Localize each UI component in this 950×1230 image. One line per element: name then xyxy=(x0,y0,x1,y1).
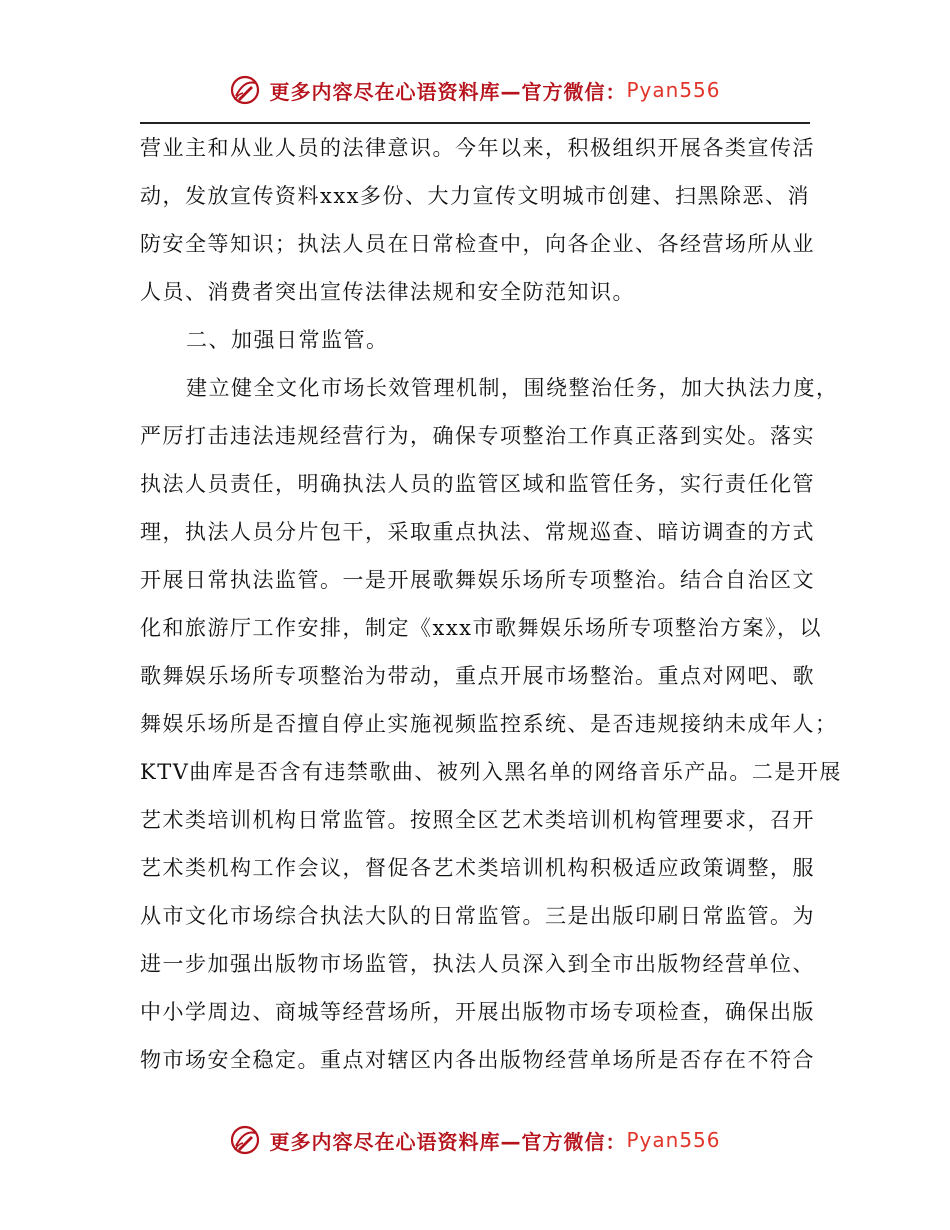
text-line: 防安全等知识；执法人员在日常检查中，向各企业、各经营场所从业 xyxy=(140,232,815,256)
text-line: 动，发放宣传资料xxx多份、大力宣传文明城市创建、扫黑除恶、消 xyxy=(140,184,811,208)
banner-prefix-text: 更多内容尽在心语资料库—官方微信： xyxy=(269,1129,627,1154)
pen-logo-icon xyxy=(229,1124,261,1156)
banner-handle-text: Pyan556 xyxy=(626,1128,721,1152)
text-line: 执法人员责任，明确执法人员的监管区域和监管任务，实行责任化管 xyxy=(140,472,815,496)
text-line: 从市文化市场综合执法大队的日常监管。三是出版印刷日常监管。为 xyxy=(140,904,815,928)
text-line: 建立健全文化市场长效管理机制，围绕整治任务，加大执法力度， xyxy=(186,376,839,400)
text-line: 中小学周边、商城等经营场所，开展出版物市场专项检查，确保出版 xyxy=(140,1000,815,1024)
text-line: 艺术类机构工作会议，督促各艺术类培训机构积极适应政策调整，服 xyxy=(140,856,815,880)
text-line: KTV曲库是否含有违禁歌曲、被列入黑名单的网络音乐产品。二是开展 xyxy=(140,760,842,784)
banner-handle-text: Pyan556 xyxy=(626,78,721,102)
document-body xyxy=(140,124,842,1084)
text-line: 理，执法人员分片包干，采取重点执法、常规巡查、暗访调查的方式 xyxy=(140,520,815,544)
pen-logo-icon xyxy=(229,74,261,106)
text-line: 艺术类培训机构日常监管。按照全区艺术类培训机构管理要求，召开 xyxy=(140,808,815,832)
text-line: 营业主和从业人员的法律意识。今年以来，积极组织开展各类宣传活 xyxy=(140,136,815,160)
header-banner xyxy=(0,70,950,110)
footer-banner xyxy=(0,1120,950,1160)
banner-prefix-text: 更多内容尽在心语资料库—官方微信： xyxy=(269,79,627,104)
text-line: 舞娱乐场所是否擅自停止实施视频监控系统、是否违规接纳未成年人； xyxy=(140,712,838,736)
section-heading: 二、加强日常监管。 xyxy=(186,328,389,352)
text-line: 严厉打击违法违规经营行为，确保专项整治工作真正落到实处。落实 xyxy=(140,424,815,448)
text-line: 进一步加强出版物市场监管，执法人员深入到全市出版物经营单位、 xyxy=(140,952,815,976)
text-line: 歌舞娱乐场所专项整治为带动，重点开展市场整治。重点对网吧、歌 xyxy=(140,664,815,688)
text-line: 人员、消费者突出宣传法律法规和安全防范知识。 xyxy=(140,280,635,304)
text-line: 开展日常执法监管。一是开展歌舞娱乐场所专项整治。结合自治区文 xyxy=(140,568,815,592)
text-line: 物市场安全稳定。重点对辖区内各出版物经营单场所是否存在不符合 xyxy=(140,1048,815,1072)
text-line: 化和旅游厅工作安排，制定《xxx市歌舞娱乐场所专项整治方案》，以 xyxy=(140,616,823,640)
